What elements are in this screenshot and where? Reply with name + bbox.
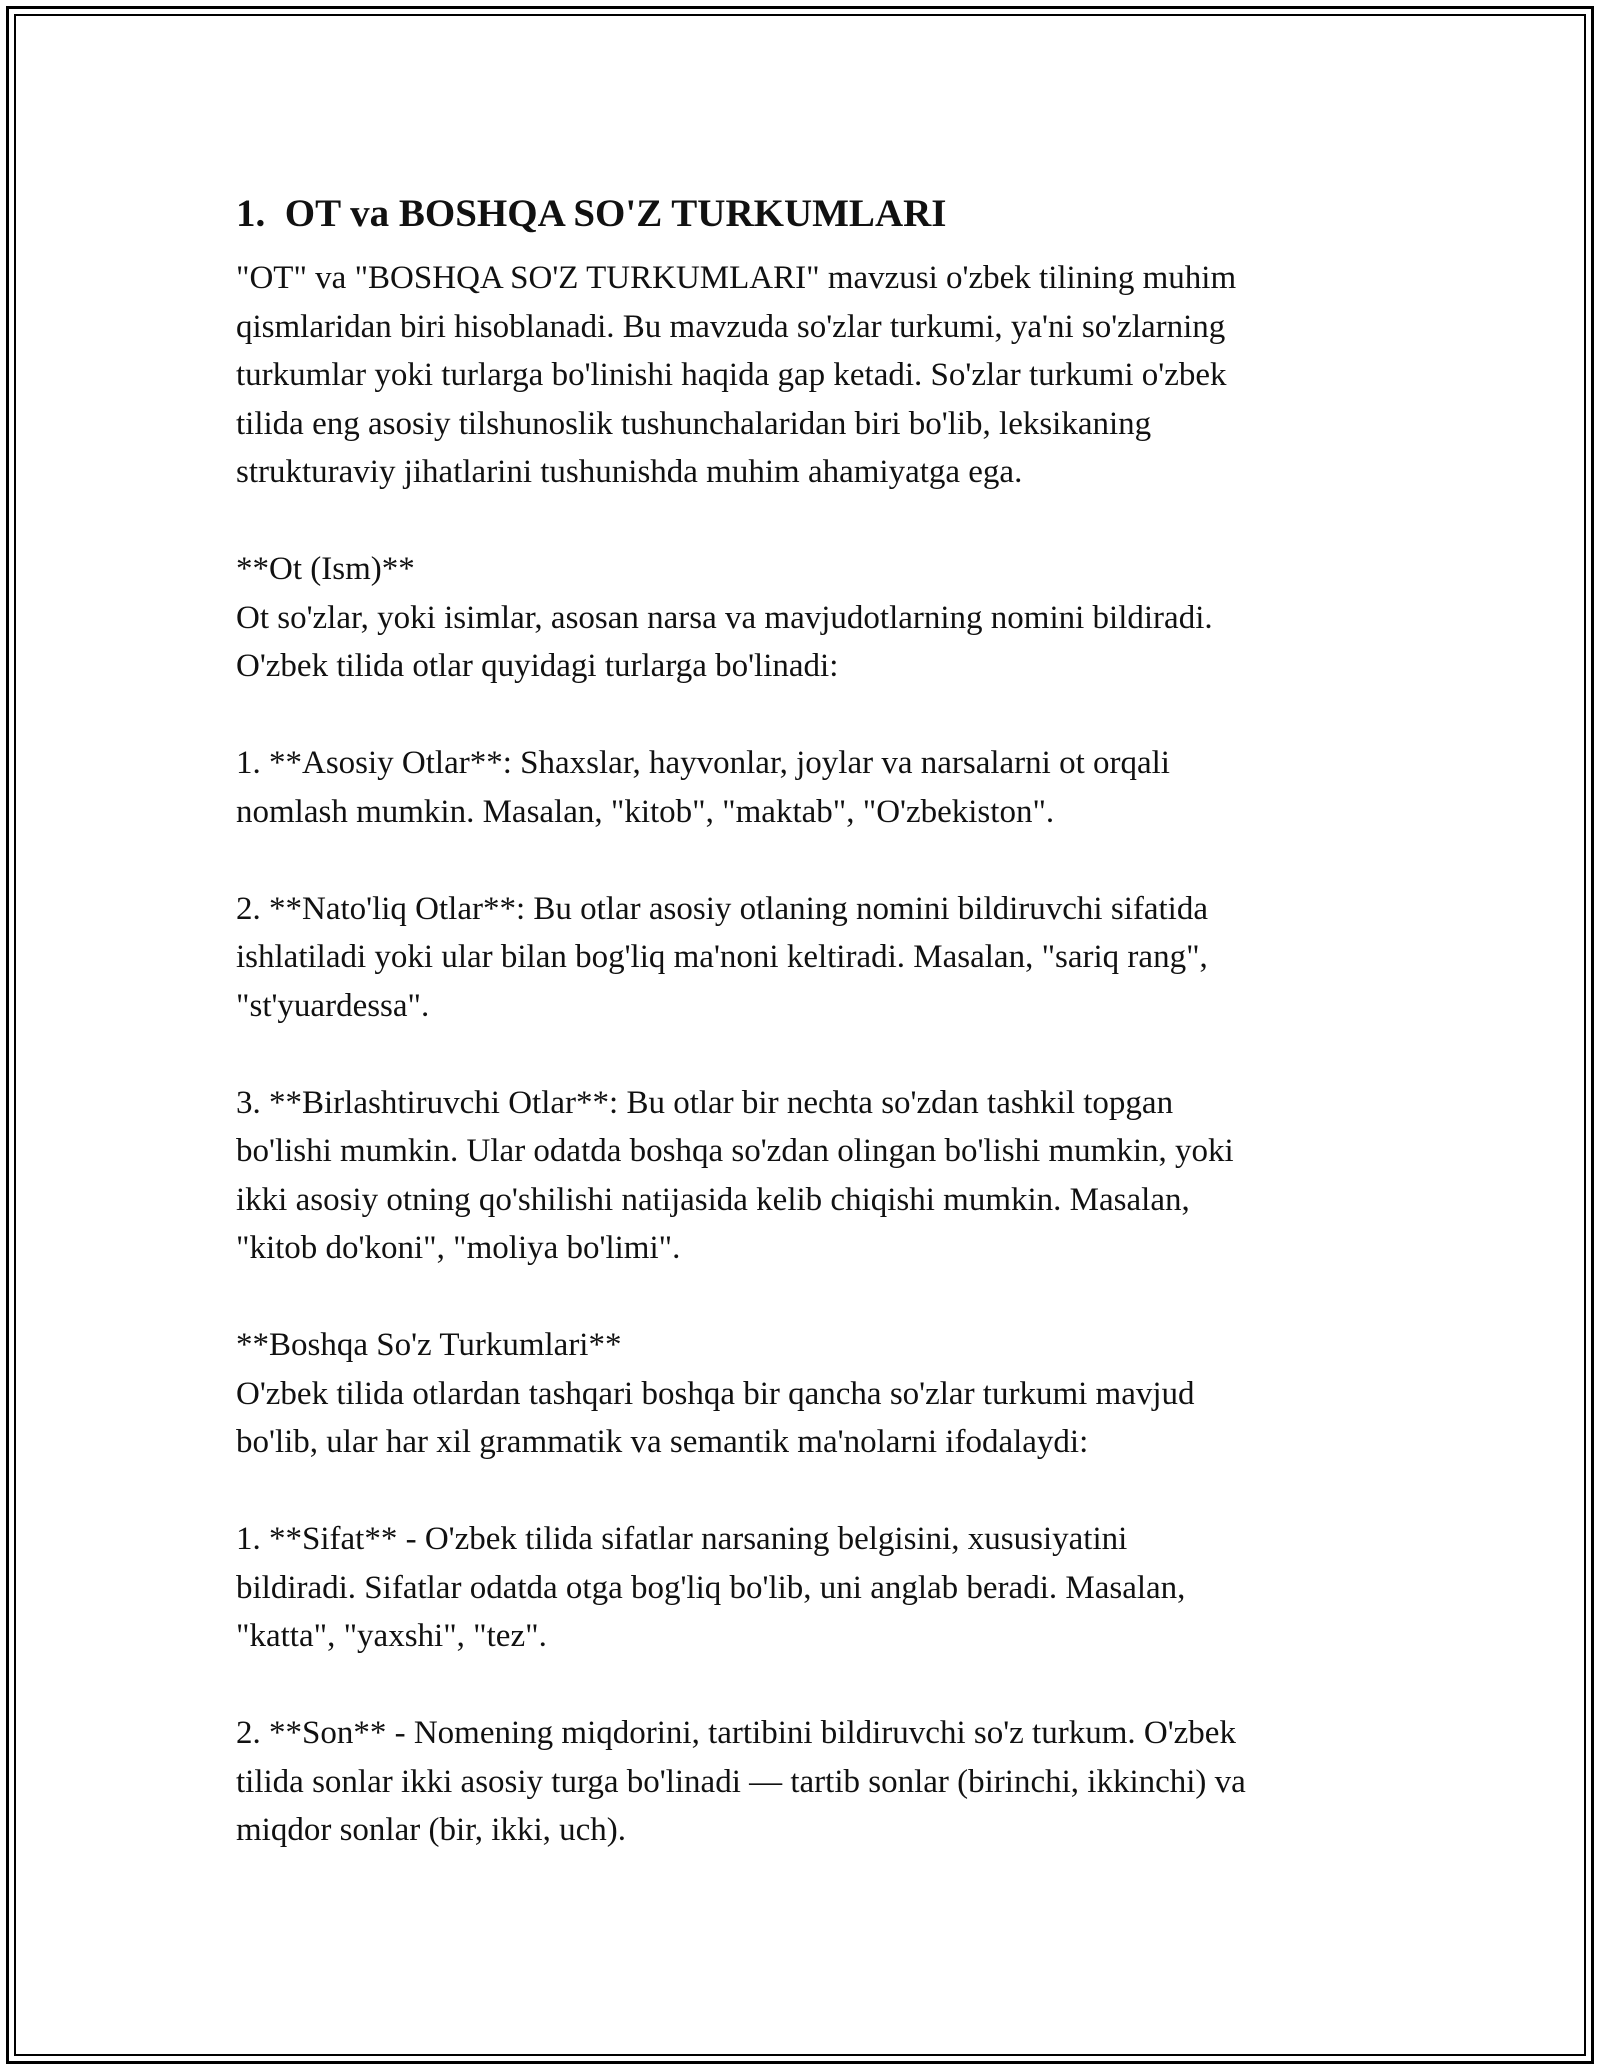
text-line: 1. **Asosiy Otlar**: Shaxslar, hayvonlar, joylar va narsalarni ot orqali — [236, 745, 1170, 781]
text-line: turkumlar yoki turlarga bo'linishi haqida gap ketadi. So'zlar turkumi o'zbek — [236, 357, 1227, 393]
boshqa-section-paragraph — [236, 1321, 1366, 1467]
text-line: ishlatiladi yoki ular bilan bog'liq ma'noni keltiradi. Masalan, "sariq rang", — [236, 939, 1208, 975]
text-line: ikki asosiy otning qo'shilishi natijasida kelib chiqishi mumkin. Masalan, — [236, 1181, 1190, 1218]
text-line: 3. **Birlashtiruvchi Otlar**: Bu otlar bir nechta so'zdan tashkil topgan — [236, 1084, 1174, 1121]
text-line: "kitob do'koni", "moliya bo'limi". — [236, 1230, 681, 1266]
text-line: "OT" va "BOSHQA SO'Z TURKUMLARI" mavzusi o'zbek tilining muhim — [236, 260, 1237, 296]
text-line: qismlaridan biri hisoblanadi. Bu mavzuda so'zlar turkumi, ya'ni so'zlarning — [236, 308, 1226, 345]
ot-section-paragraph — [236, 545, 1366, 691]
text-line: strukturaviy jihatlarini tushunishda muhim ahamiyatga ega. — [236, 454, 1023, 490]
list-item-natoliq-otlar — [236, 885, 1366, 1031]
text-line: tilida sonlar ikki asosiy turga bo'linadi — tartib sonlar (birinchi, ikkinchi) va — [236, 1763, 1246, 1800]
document-body — [236, 254, 1366, 1855]
text-line: bo'lib, ular har xil grammatik va semantik ma'nolarni ifodalaydi: — [236, 1424, 1089, 1460]
document-title: 1. OT va BOSHQA SO'Z TURKUMLARI — [236, 192, 947, 235]
list-item-asosiy-otlar — [236, 739, 1366, 836]
text-line: 1. **Sifat** - O'zbek tilida sifatlar narsaning belgisini, xususiyatini — [236, 1521, 1128, 1557]
list-item-son — [236, 1709, 1366, 1855]
text-line: bo'lishi mumkin. Ular odatda boshqa so'zdan olingan bo'lishi mumkin, yoki — [236, 1133, 1234, 1169]
list-item-sifat — [236, 1515, 1366, 1661]
text-line: bildiradi. Sifatlar odatda otga bog'liq bo'lib, uni anglab beradi. Masalan, — [236, 1569, 1186, 1606]
text-line: O'zbek tilida otlar quyidagi turlarga bo'linadi: — [236, 648, 839, 684]
section-heading-boshqa: **Boshqa So'z Turkumlari** — [236, 1327, 622, 1363]
text-line: miqdor sonlar (bir, ikki, uch). — [236, 1812, 627, 1848]
text-line: tilida eng asosiy tilshunoslik tushunchalaridan biri bo'lib, leksikaning — [236, 405, 1152, 442]
text-line: "katta", "yaxshi", "tez". — [236, 1618, 547, 1654]
text-line: nomlash mumkin. Masalan, "kitob", "maktab", "O'zbekiston". — [236, 793, 1055, 830]
section-heading-ot: **Ot (Ism)** — [236, 551, 415, 587]
text-line: "st'yuardessa". — [236, 987, 430, 1024]
text-line: O'zbek tilida otlardan tashqari boshqa bir qancha so'zlar turkumi mavjud — [236, 1375, 1195, 1412]
intro-paragraph — [236, 254, 1366, 497]
text-line: 2. **Son** - Nomening miqdorini, tartibini bildiruvchi so'z turkum. O'zbek — [236, 1715, 1236, 1751]
list-item-birlashtiruvchi-otlar — [236, 1079, 1366, 1273]
text-line: Ot so'zlar, yoki isimlar, asosan narsa va mavjudotlarning nomini bildiradi. — [236, 599, 1213, 636]
document-content — [236, 186, 1366, 1855]
text-line: 2. **Nato'liq Otlar**: Bu otlar asosiy otlaning nomini bildiruvchi sifatida — [236, 890, 1208, 927]
